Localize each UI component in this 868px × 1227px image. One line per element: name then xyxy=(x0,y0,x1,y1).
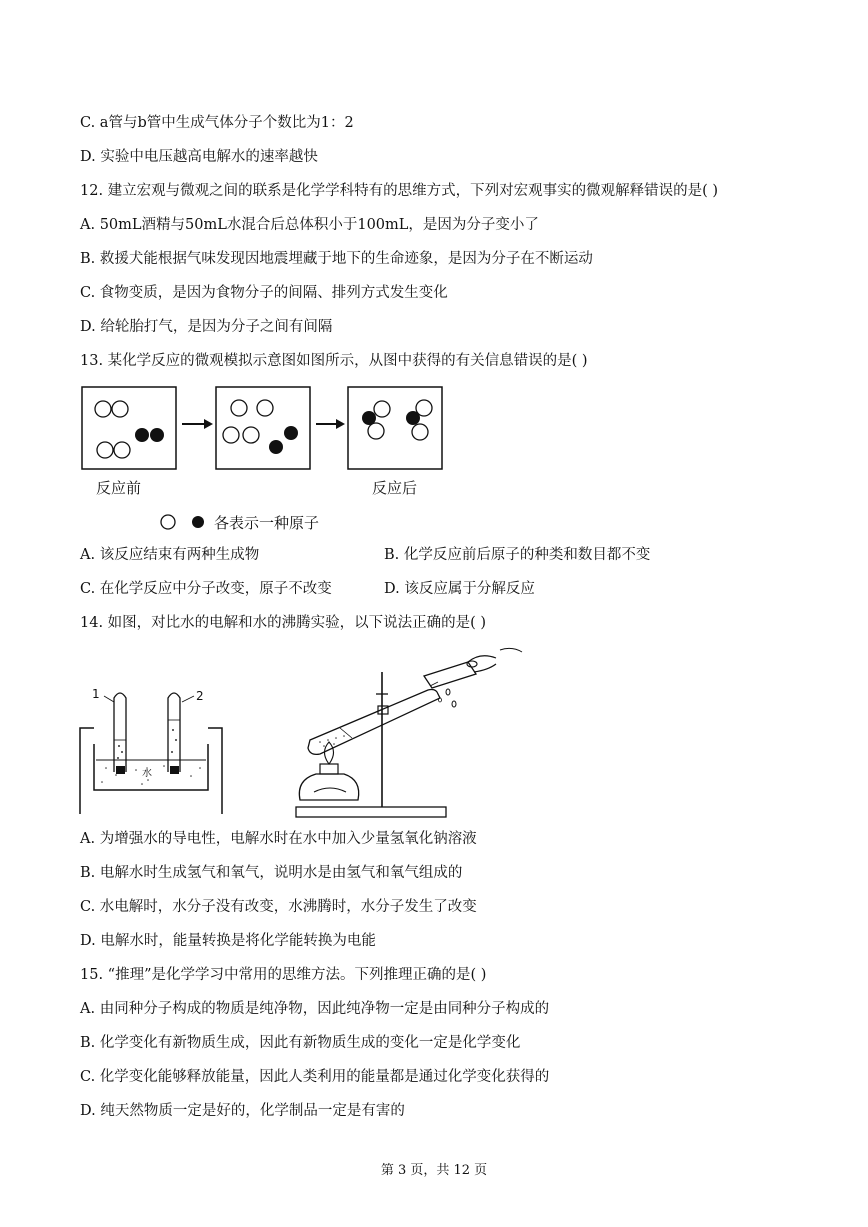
label-before: 反应前 xyxy=(96,479,142,497)
legend-white-atom xyxy=(161,515,175,529)
q12-option-c: C. 食物变质，是因为食物分子的间隔、排列方式发生变化 xyxy=(80,285,448,301)
tube-2-label: 2 xyxy=(196,689,204,703)
q12-stem: 12. 建立宏观与微观之间的联系是化学学科特有的思维方式，下列对宏观事实的微观解释错误的是( ) xyxy=(80,183,719,199)
q12-option-b: B. 救援犬能根据气味发现因地震埋藏于地下的生命迹象，是因为分子在不断运动 xyxy=(80,251,593,267)
q13-option-a: A. 该反应结束有两种生成物 xyxy=(80,547,260,563)
label-after: 反应后 xyxy=(372,479,418,497)
q15-option-c: C. 化学变化能够释放能量，因此人类利用的能量都是通过化学变化获得的 xyxy=(80,1069,550,1085)
q14-option-a: A. 为增强水的导电性，电解水时在水中加入少量氢氧化钠溶液 xyxy=(80,831,477,847)
q15-option-d: D. 纯天然物质一定是好的，化学制品一定是有害的 xyxy=(80,1103,405,1119)
q13-option-d: D. 该反应属于分解反应 xyxy=(384,581,535,597)
q14-option-d: D. 电解水时，能量转换是将化学能转换为电能 xyxy=(80,933,376,949)
q14-option-c: C. 水电解时，水分子没有改变，水沸腾时，水分子发生了改变 xyxy=(80,899,477,915)
q11-option-c: C. a管与b管中生成气体分子个数比为1：2 xyxy=(80,115,354,131)
q13-option-b: B. 化学反应前后原子的种类和数目都不变 xyxy=(384,547,651,563)
q13-stem: 13. 某化学反应的微观模拟示意图如图所示，从图中获得的有关信息错误的是( ) xyxy=(80,353,588,369)
before-box xyxy=(82,387,176,469)
reaction-micro-diagram xyxy=(76,382,456,542)
page-footer: 第 3 页，共 12 页 xyxy=(380,1163,488,1178)
q15-option-b: B. 化学变化有新物质生成，因此有新物质生成的变化一定是化学变化 xyxy=(80,1035,521,1051)
q11-option-d: D. 实验中电压越高电解水的速率越快 xyxy=(80,149,318,165)
q15-option-a: A. 由同种分子构成的物质是纯净物，因此纯净物一定是由同种分子构成的 xyxy=(80,1001,550,1017)
boiling-water-apparatus-figure xyxy=(290,642,530,822)
water-label: 水 xyxy=(142,768,152,779)
electrolysis-apparatus-figure xyxy=(76,680,226,820)
q12-option-a: A. 50mL酒精与50mL水混合后总体积小于100mL，是因为分子变小了 xyxy=(80,217,539,233)
after-box xyxy=(348,387,442,469)
q14-stem: 14. 如图，对比水的电解和水的沸腾实验，以下说法正确的是( ) xyxy=(80,615,487,631)
tube-1-label: 1 xyxy=(92,687,100,701)
q13-option-c: C. 在化学反应中分子改变，原子不改变 xyxy=(80,581,332,597)
q14-option-b: B. 电解水时生成氢气和氧气，说明水是由氢气和氧气组成的 xyxy=(80,865,463,881)
q12-option-d: D. 给轮胎打气，是因为分子之间有间隔 xyxy=(80,319,333,335)
q15-stem: 15. “推理”是化学学习中常用的思维方法。下列推理正确的是( ) xyxy=(80,967,487,983)
legend-text: 各表示一种原子 xyxy=(214,514,320,532)
legend-black-atom xyxy=(192,516,204,528)
